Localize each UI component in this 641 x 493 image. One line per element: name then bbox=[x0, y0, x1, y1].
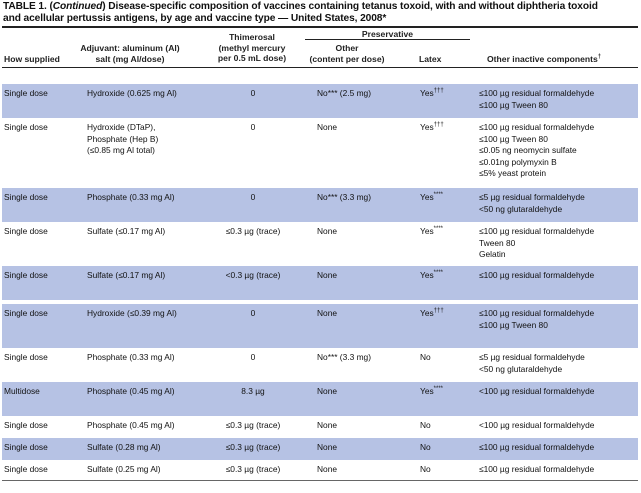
header-preservative: Preservative bbox=[361, 29, 414, 39]
cell-latex: Yes**** bbox=[420, 270, 444, 280]
cell-adjuvant bbox=[87, 122, 158, 157]
cell-how-supplied: Single dose bbox=[4, 308, 48, 318]
inactive-component-line: ≤100 µg residual formaldehyde bbox=[479, 442, 595, 452]
cell-latex: Yes**** bbox=[420, 386, 444, 396]
cell-adjuvant bbox=[87, 420, 175, 432]
cell-inactive-components bbox=[479, 226, 594, 261]
cell-latex: No bbox=[420, 420, 431, 430]
cell-how-supplied: Single dose bbox=[4, 464, 48, 474]
adjuvant-line: Hydroxide (≤0.39 mg Al) bbox=[87, 308, 177, 318]
cell-how-supplied: Multidose bbox=[4, 386, 40, 396]
inactive-component-line: <50 ng glutaraldehyde bbox=[479, 203, 563, 214]
latex-footnote-mark: **** bbox=[433, 192, 444, 198]
inactive-component-line: ≤5 µg residual formaldehyde bbox=[479, 352, 585, 362]
cell-preservative-other: No*** (2.5 mg) bbox=[317, 88, 371, 98]
header-inactive: Other inactive components† bbox=[487, 54, 602, 64]
cell-preservative-other: None bbox=[317, 270, 338, 280]
preservative-rule bbox=[305, 39, 470, 40]
inactive-component-line: ≤100 µg residual formaldehyde bbox=[479, 122, 595, 132]
adjuvant-line: (≤0.85 mg Al total) bbox=[87, 145, 155, 156]
inactive-component-line: <100 µg residual formaldehyde bbox=[479, 420, 595, 430]
inactive-component-line: ≤0.01ng polymyxin B bbox=[479, 156, 557, 167]
inactive-component-line: ≤100 µg residual formaldehyde bbox=[479, 308, 595, 318]
cell-how-supplied: Single dose bbox=[4, 442, 48, 452]
adjuvant-line: Phosphate (0.33 mg Al) bbox=[87, 192, 175, 202]
cell-how-supplied: Single dose bbox=[4, 88, 48, 98]
cell-thimerosal: 0 bbox=[250, 308, 256, 318]
header-thimerosal: Thimerosal (methyl mercury per 0.5 mL dose) bbox=[217, 32, 287, 63]
adjuvant-line: Hydroxide (DTaP), bbox=[87, 122, 156, 132]
table-row bbox=[2, 348, 638, 382]
cell-latex: No bbox=[420, 464, 431, 474]
cell-latex: No bbox=[420, 442, 431, 452]
cell-latex: Yes††† bbox=[420, 308, 444, 318]
table-row bbox=[2, 118, 638, 188]
cell-preservative-other: No*** (3.3 mg) bbox=[317, 192, 371, 202]
cell-latex: No bbox=[420, 352, 431, 362]
cell-inactive-components bbox=[479, 420, 594, 432]
cell-how-supplied: Single dose bbox=[4, 192, 48, 202]
top-rule bbox=[2, 26, 638, 28]
cell-thimerosal: <0.3 µg (trace) bbox=[225, 270, 281, 280]
cell-preservative-other: None bbox=[317, 308, 338, 318]
bottom-rule bbox=[2, 480, 638, 481]
inactive-component-line: Tween 80 bbox=[479, 237, 516, 248]
adjuvant-line: Phosphate (0.45 mg Al) bbox=[87, 386, 175, 396]
latex-footnote-mark: ††† bbox=[433, 308, 444, 314]
latex-footnote-mark: **** bbox=[433, 270, 444, 276]
title-line-1: TABLE 1. (Continued) Disease-specific composition of vaccines containing tetanus toxoid, with and without diphtheria toxoid bbox=[3, 1, 598, 12]
latex-footnote-mark: ††† bbox=[433, 122, 444, 128]
header-how-supplied: How supplied bbox=[4, 54, 60, 64]
cell-adjuvant bbox=[87, 352, 175, 364]
inactive-component-line: ≤5% yeast protein bbox=[479, 168, 546, 179]
adjuvant-line: Phosphate (0.33 mg Al) bbox=[87, 352, 175, 362]
inactive-component-line: <50 ng glutaraldehyde bbox=[479, 363, 563, 374]
cell-thimerosal: ≤0.3 µg (trace) bbox=[225, 442, 281, 452]
inactive-component-line: ≤0.05 ng neomycin sulfate bbox=[479, 145, 577, 156]
cell-adjuvant bbox=[87, 88, 177, 100]
header-inactive-footnote: † bbox=[597, 54, 602, 60]
header-adjuvant: Adjuvant: aluminum (Al) salt (mg Al/dose) bbox=[80, 43, 180, 64]
cell-how-supplied: Single dose bbox=[4, 420, 48, 430]
cell-latex: Yes**** bbox=[420, 226, 444, 236]
table-row bbox=[2, 460, 638, 480]
cell-thimerosal: 0 bbox=[250, 192, 256, 202]
adjuvant-line: Sulfate (0.25 mg Al) bbox=[87, 464, 161, 474]
inactive-component-line: ≤100 µg Tween 80 bbox=[479, 99, 548, 110]
inactive-component-line: ≤100 µg Tween 80 bbox=[479, 319, 548, 330]
cell-how-supplied: Single dose bbox=[4, 270, 48, 280]
cell-how-supplied: Single dose bbox=[4, 352, 48, 362]
adjuvant-line: Phosphate (Hep B) bbox=[87, 133, 159, 144]
cell-inactive-components bbox=[479, 192, 585, 215]
cell-inactive-components bbox=[479, 386, 594, 398]
cell-preservative-other: None bbox=[317, 442, 338, 452]
latex-footnote-mark: **** bbox=[433, 226, 444, 232]
cell-adjuvant bbox=[87, 442, 161, 454]
latex-footnote-mark: ††† bbox=[433, 88, 444, 94]
inactive-component-line: <100 µg residual formaldehyde bbox=[479, 386, 595, 396]
inactive-component-line: ≤5 µg residual formaldehyde bbox=[479, 192, 585, 202]
cell-adjuvant bbox=[87, 226, 165, 238]
adjuvant-line: Sulfate (≤0.17 mg Al) bbox=[87, 226, 166, 236]
adjuvant-line: Phosphate (0.45 mg Al) bbox=[87, 420, 175, 430]
cell-inactive-components bbox=[479, 352, 585, 375]
table-row bbox=[2, 188, 638, 222]
cell-inactive-components bbox=[479, 442, 594, 454]
title-line-2: and acellular pertussis antigens, by age and vaccine type — United States, 2008* bbox=[3, 13, 387, 24]
inactive-component-line: ≤100 µg Tween 80 bbox=[479, 133, 548, 144]
table-row bbox=[2, 416, 638, 438]
cell-how-supplied: Single dose bbox=[4, 226, 48, 236]
cell-thimerosal: 0 bbox=[250, 122, 256, 132]
table-row bbox=[2, 84, 638, 118]
latex-footnote-mark: **** bbox=[433, 386, 444, 392]
cell-inactive-components bbox=[479, 308, 594, 331]
continued-label: Continued bbox=[52, 1, 103, 12]
cell-preservative-other: None bbox=[317, 420, 338, 430]
cell-preservative-other: None bbox=[317, 122, 338, 132]
cell-preservative-other: None bbox=[317, 386, 338, 396]
cell-inactive-components bbox=[479, 270, 594, 282]
cell-adjuvant bbox=[87, 270, 165, 282]
cell-preservative-other: None bbox=[317, 464, 338, 474]
cell-inactive-components bbox=[479, 88, 594, 111]
inactive-component-line: ≤100 µg residual formaldehyde bbox=[479, 88, 595, 98]
cell-how-supplied: Single dose bbox=[4, 122, 48, 132]
cell-thimerosal: ≤0.3 µg (trace) bbox=[225, 420, 281, 430]
table-row bbox=[2, 304, 638, 348]
cell-latex: Yes††† bbox=[420, 88, 444, 98]
cell-adjuvant bbox=[87, 192, 175, 204]
table-row bbox=[2, 438, 638, 460]
cell-latex: Yes††† bbox=[420, 122, 444, 132]
cell-adjuvant bbox=[87, 386, 175, 398]
cell-adjuvant bbox=[87, 308, 177, 320]
cell-thimerosal: 0 bbox=[250, 352, 256, 362]
cell-inactive-components bbox=[479, 122, 594, 180]
table-row bbox=[2, 222, 638, 266]
header-latex: Latex bbox=[419, 54, 442, 64]
table-row bbox=[2, 266, 638, 300]
inactive-component-line: Gelatin bbox=[479, 249, 506, 260]
inactive-component-line: ≤100 µg residual formaldehyde bbox=[479, 226, 595, 236]
cell-preservative-other: None bbox=[317, 226, 338, 236]
table-row bbox=[2, 382, 638, 416]
cell-thimerosal: 8.3 µg bbox=[241, 386, 265, 396]
cell-thimerosal: 0 bbox=[250, 88, 256, 98]
adjuvant-line: Hydroxide (0.625 mg Al) bbox=[87, 88, 177, 98]
header-other: Other (content per dose) bbox=[309, 43, 385, 64]
cell-thimerosal: ≤0.3 µg (trace) bbox=[225, 464, 281, 474]
cell-adjuvant bbox=[87, 464, 161, 476]
header-rule bbox=[2, 67, 638, 68]
cell-latex: Yes**** bbox=[420, 192, 444, 202]
adjuvant-line: Sulfate (0.28 mg Al) bbox=[87, 442, 161, 452]
cell-inactive-components bbox=[479, 464, 594, 476]
table-title bbox=[3, 1, 639, 25]
inactive-component-line: ≤100 µg residual formaldehyde bbox=[479, 464, 595, 474]
cell-thimerosal: ≤0.3 µg (trace) bbox=[225, 226, 281, 236]
adjuvant-line: Sulfate (≤0.17 mg Al) bbox=[87, 270, 166, 280]
cell-preservative-other: No*** (3.3 mg) bbox=[317, 352, 371, 362]
inactive-component-line: ≤100 µg residual formaldehyde bbox=[479, 270, 595, 280]
